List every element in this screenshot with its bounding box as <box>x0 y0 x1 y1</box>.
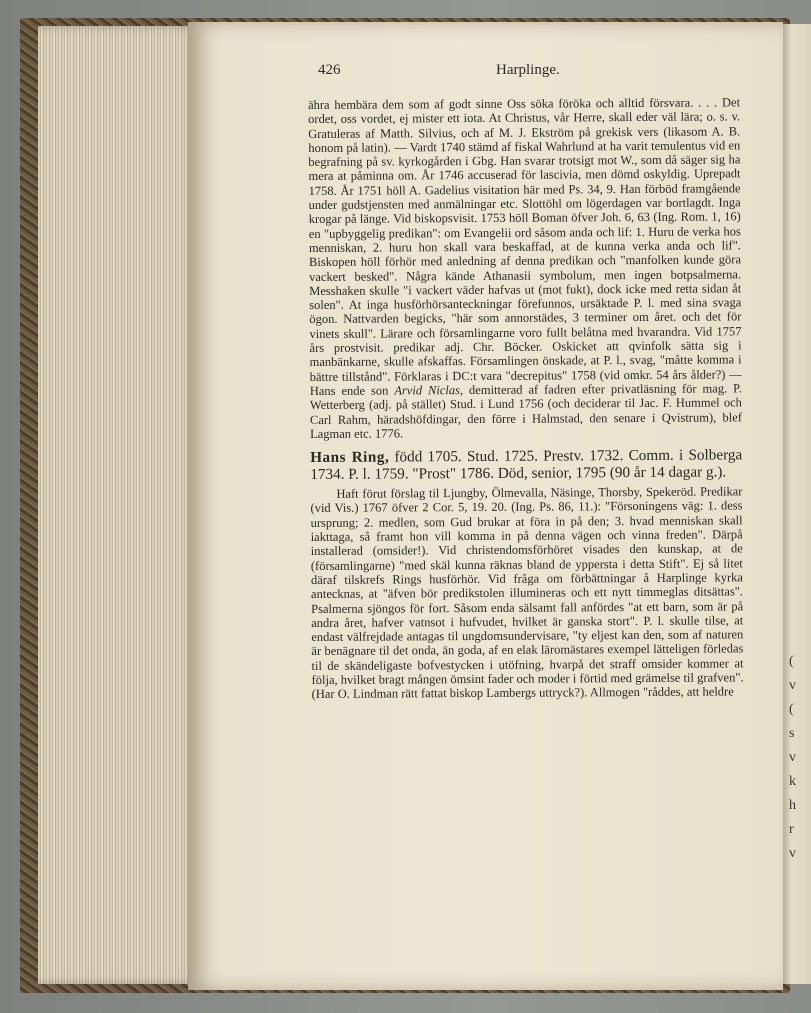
page-body <box>308 95 744 701</box>
running-head: Harplinge. <box>496 62 560 78</box>
paragraph-boman: ähra hembära dem som af godt sinne Oss söka föröka och alltid försvara. . . . Det ordet, oss vordet, ej mister ett iota. At Christus, vår Herre, skall eder väl lära; o. s. v. Gratuleras af Matth. Silvius, och af M. J. Ekström på grekisk vers (likasom A. B. honom på latin). — Vardt 1740 stämd af fiskal Wahrlund at ha varit temulentus vid en begrafning på sv. kyrkogården i Gbg. Han svarar trotsigt mot W., som då säger sig ha mera at påminna om. År 1746 accuserad för lascivia, men dömd oskyldig. Uprepadt 1758. År 1751 höll A. Gadelius visitation här med Ps. 34, 9. Han förböd framgående under gudstjensten med anmälningar etc. Slottöhl om lögerdagen var bortlagdt. Inga krogar på länge. Vid biskopsvisit. 1753 höll Boman öfver Joh. 6, 63 (Ing. Rom. 1, 16) en "upbyggelig predikan": om Evangelii ord såsom anda och lif: 1. Huru de verka hos menniskan, 2. huru hon skall vara beskaffad, at de kunna verka anda och lif". Biskopen höll förhör med anledning af denna predikan och "manfolken kunde göra vackert besked". Några kände Athanasii symbolum, men ingen botpsalmerna. Messhaken skulle "i vackert väder hafvas ut (mot fukt), dock icke med retta sidan åt solen". At inga husförhörsanteckningar förefunnos, ursäktade P. l. med sina svaga ögon. Nattvarden begicks, "här som annorstädes, 3 terminer om året. och det för vinets skull". Lärare och församlingarne voro fullt belåtna med hvarandra. Vid 1757 års prostvisit. predikar adj. Chr. Böcker. Oskicket att qvinfolk sätta sig i manbänkarne, skulle afskaffas. Församlingen önskade, at P. l., svag, "måtte komma i bättre tillstånd". Förklaras i DC:t vara "decrepitus" 1758 (vid omkr. 54 års ålder?) — Hans ende son Arvid Niclas, demitterad af fadren efter privatläsning för mag. P. Wetterberg (adj. på stället) Stud. i Lund 1756 (och deciderar til Jac. F. Hummel och Carl Rahm, häradshöfdingar, den förre i Halmstad, den senare i Qvistrum), blef Lagman etc. 1776. <box>308 95 742 441</box>
entry-heading <box>310 446 742 483</box>
entry-details: född 1705. Stud. 1725. Prestv. 1732. Comm. i Solberga 1734. P. l. 1759. "Prost" 1786. Död, senior, 1795 (90 år 14 dagar g.). <box>310 446 743 484</box>
page-block-edge <box>38 26 198 984</box>
son-name: Arvid Niclas, <box>394 382 464 398</box>
page-header <box>318 62 578 84</box>
paragraph-ring: Haft förut förslag til Ljungby, Ölmevalla, Näsinge, Thorsby, Spekeröd. Predikar (vid Vis.) 1767 öfver 2 Cor. 5, 19. 20. (Ing. Ps. 86, 11.): "Försoningens väg: 1. dess ursprung; 2. medlen, som Gud brukar at föra in på den; 3. hvad menniskan skall iakttaga, så framt hon vill komma in på denna vägen och vinna freden". Därpå installerad (omsider!). Vid christendomsförhöret visades den kunskap, at de (församlingarne) "med skäl kunna räknas bland de yppersta i detta Stift". Ej så litet däraf tilskrefs Rings husförhör. Vid fråga om förbättningar å Harplinge kyrka antecknas, at "äfven bör predikstolen illumineras och ett nytt timmeglas ditsättas". Psalmerna sjöngos för fort. Såsom enda sälsamt fall anfördes "at ett barn, som är på andra året, hafver vatnsot i hufvudet, hvilket är ganska stort". P. l. skulle tilse, at endast välfrejdade antagas til ungdomsundervisare, "ty eljest kan den, som af naturen är benägnare til det onda, än goda, af en elak läromästares exempel lätteligen förledas til de skändeligaste bofvestycken i utöfning, hvarpå det straff omsider kommer at följa, hvilket bragt mången ömsint fader och moder i förtid med grämelse til grafven". (Har O. Lindman rätt fattat biskop Lambergs uttryck?). Allmogen "råddes, att heldre <box>310 484 744 702</box>
facing-page-fragment: ( v ( s v k h r v <box>789 654 796 861</box>
entry-name: Hans Ring, <box>310 448 390 467</box>
page-number: 426 <box>318 62 341 78</box>
